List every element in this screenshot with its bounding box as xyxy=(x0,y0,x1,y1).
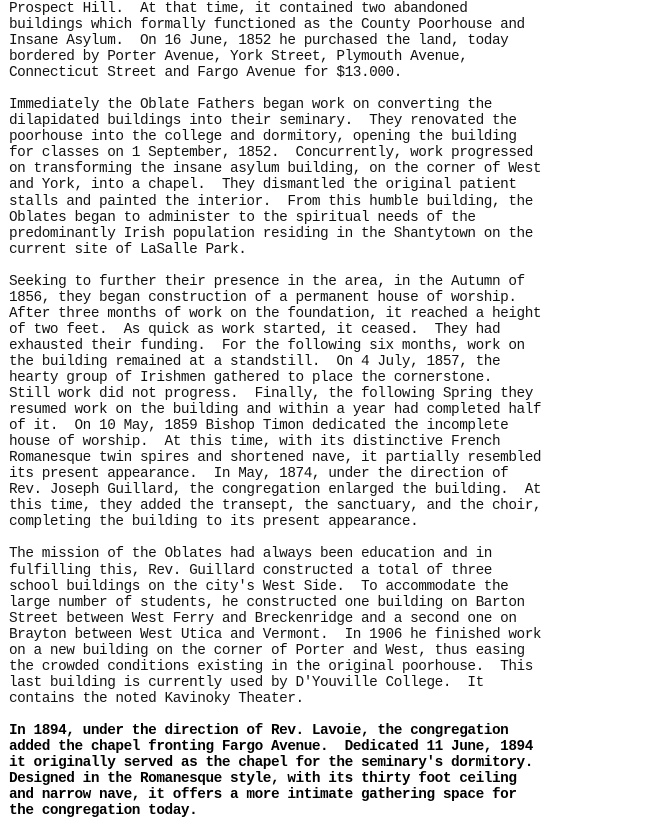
text-line: Seeking to further their presence in the area, in the Autumn of xyxy=(9,273,525,290)
text-line: Prospect Hill. At that time, it contained two abandoned xyxy=(9,1,468,17)
text-line: predominantly Irish population residing in the Shantytown on the xyxy=(9,225,533,242)
text-line: completing the building to its present appearance. xyxy=(9,514,419,531)
text-line: it originally served as the chapel for the seminary's dormitory. xyxy=(9,755,533,772)
text-line: Oblates began to administer to the spiritual needs of the xyxy=(9,209,476,226)
paragraph-prospect-hill xyxy=(9,1,641,81)
text-line: Still work did not progress. Finally, the following Spring they xyxy=(9,386,533,403)
text-line: After three months of work on the foundation, it reached a height xyxy=(9,305,542,322)
text-line: the congregation today. xyxy=(9,803,198,820)
text-line: Immediately the Oblate Fathers began work on converting the xyxy=(9,97,492,114)
text-line: fulfilling this, Rev. Guillard constructed a total of three xyxy=(9,562,492,579)
paragraph-oblate-schools xyxy=(9,546,641,706)
text-line: In 1894, under the direction of Rev. Lavoie, the congregation xyxy=(9,722,509,739)
text-line: the building remained at a standstill. On 4 July, 1857, the xyxy=(9,353,501,370)
text-line: school buildings on the city's West Side. To accommodate the xyxy=(9,578,509,595)
text-line: Rev. Joseph Guillard, the congregation enlarged the building. At xyxy=(9,482,542,499)
text-line: Insane Asylum. On 16 June, 1852 he purchased the land, today xyxy=(9,33,509,50)
text-line: Connecticut Street and Fargo Avenue for $13.000. xyxy=(9,65,402,82)
text-line: and York, into a chapel. They dismantled the original patient xyxy=(9,177,517,194)
text-line: exhausted their funding. For the following six months, work on xyxy=(9,337,525,354)
text-line: Designed in the Romanesque style, with its thirty foot ceiling xyxy=(9,771,517,788)
paragraph-oblate-seminary xyxy=(9,97,641,257)
text-line: Romanesque twin spires and shortened nave, it partially resembled xyxy=(9,450,542,467)
paragraph-fargo-chapel xyxy=(9,723,641,819)
text-line: Street between West Ferry and Breckenridge and a second one on xyxy=(9,610,517,627)
text-line: contains the noted Kavinoky Theater. xyxy=(9,690,304,707)
text-line: dilapidated buildings into their seminary. They renovated the xyxy=(9,113,517,130)
text-line: bordered by Porter Avenue, York Street, Plymouth Avenue, xyxy=(9,49,468,66)
document-page xyxy=(9,1,641,835)
text-line: last building is currently used by D'Youville College. It xyxy=(9,674,484,691)
text-line: resumed work on the building and within a year had completed half xyxy=(9,402,542,419)
text-line: hearty group of Irishmen gathered to place the cornerstone. xyxy=(9,369,492,386)
text-line: house of worship. At this time, with its distinctive French xyxy=(9,434,501,451)
text-line: the crowded conditions existing in the original poorhouse. This xyxy=(9,658,533,675)
text-line: The mission of the Oblates had always been education and in xyxy=(9,546,492,563)
text-line: for classes on 1 September, 1852. Concurrently, work progressed xyxy=(9,145,533,162)
text-line: on a new building on the corner of Porter and West, thus easing xyxy=(9,642,525,659)
text-line: this time, they added the transept, the sanctuary, and the choir, xyxy=(9,498,542,515)
text-line: of it. On 10 May, 1859 Bishop Timon dedicated the incomplete xyxy=(9,418,509,435)
paragraph-house-of-worship xyxy=(9,274,641,531)
text-line: buildings which formally functioned as the County Poorhouse and xyxy=(9,17,525,34)
text-line: 1856, they began construction of a permanent house of worship. xyxy=(9,289,517,306)
text-line: of two feet. As quick as work started, it ceased. They had xyxy=(9,321,501,338)
text-line: its present appearance. In May, 1874, under the direction of xyxy=(9,466,509,483)
text-line: on transforming the insane asylum building, on the corner of West xyxy=(9,161,542,178)
text-line: stalls and painted the interior. From this humble building, the xyxy=(9,193,533,210)
text-line: current site of LaSalle Park. xyxy=(9,241,247,258)
text-line: poorhouse into the college and dormitory, opening the building xyxy=(9,129,517,146)
text-line: Brayton between West Utica and Vermont. In 1906 he finished work xyxy=(9,626,542,643)
text-line: added the chapel fronting Fargo Avenue. Dedicated 11 June, 1894 xyxy=(9,738,533,755)
text-line: and narrow nave, it offers a more intimate gathering space for xyxy=(9,787,517,804)
text-line: large number of students, he constructed one building on Barton xyxy=(9,594,525,611)
